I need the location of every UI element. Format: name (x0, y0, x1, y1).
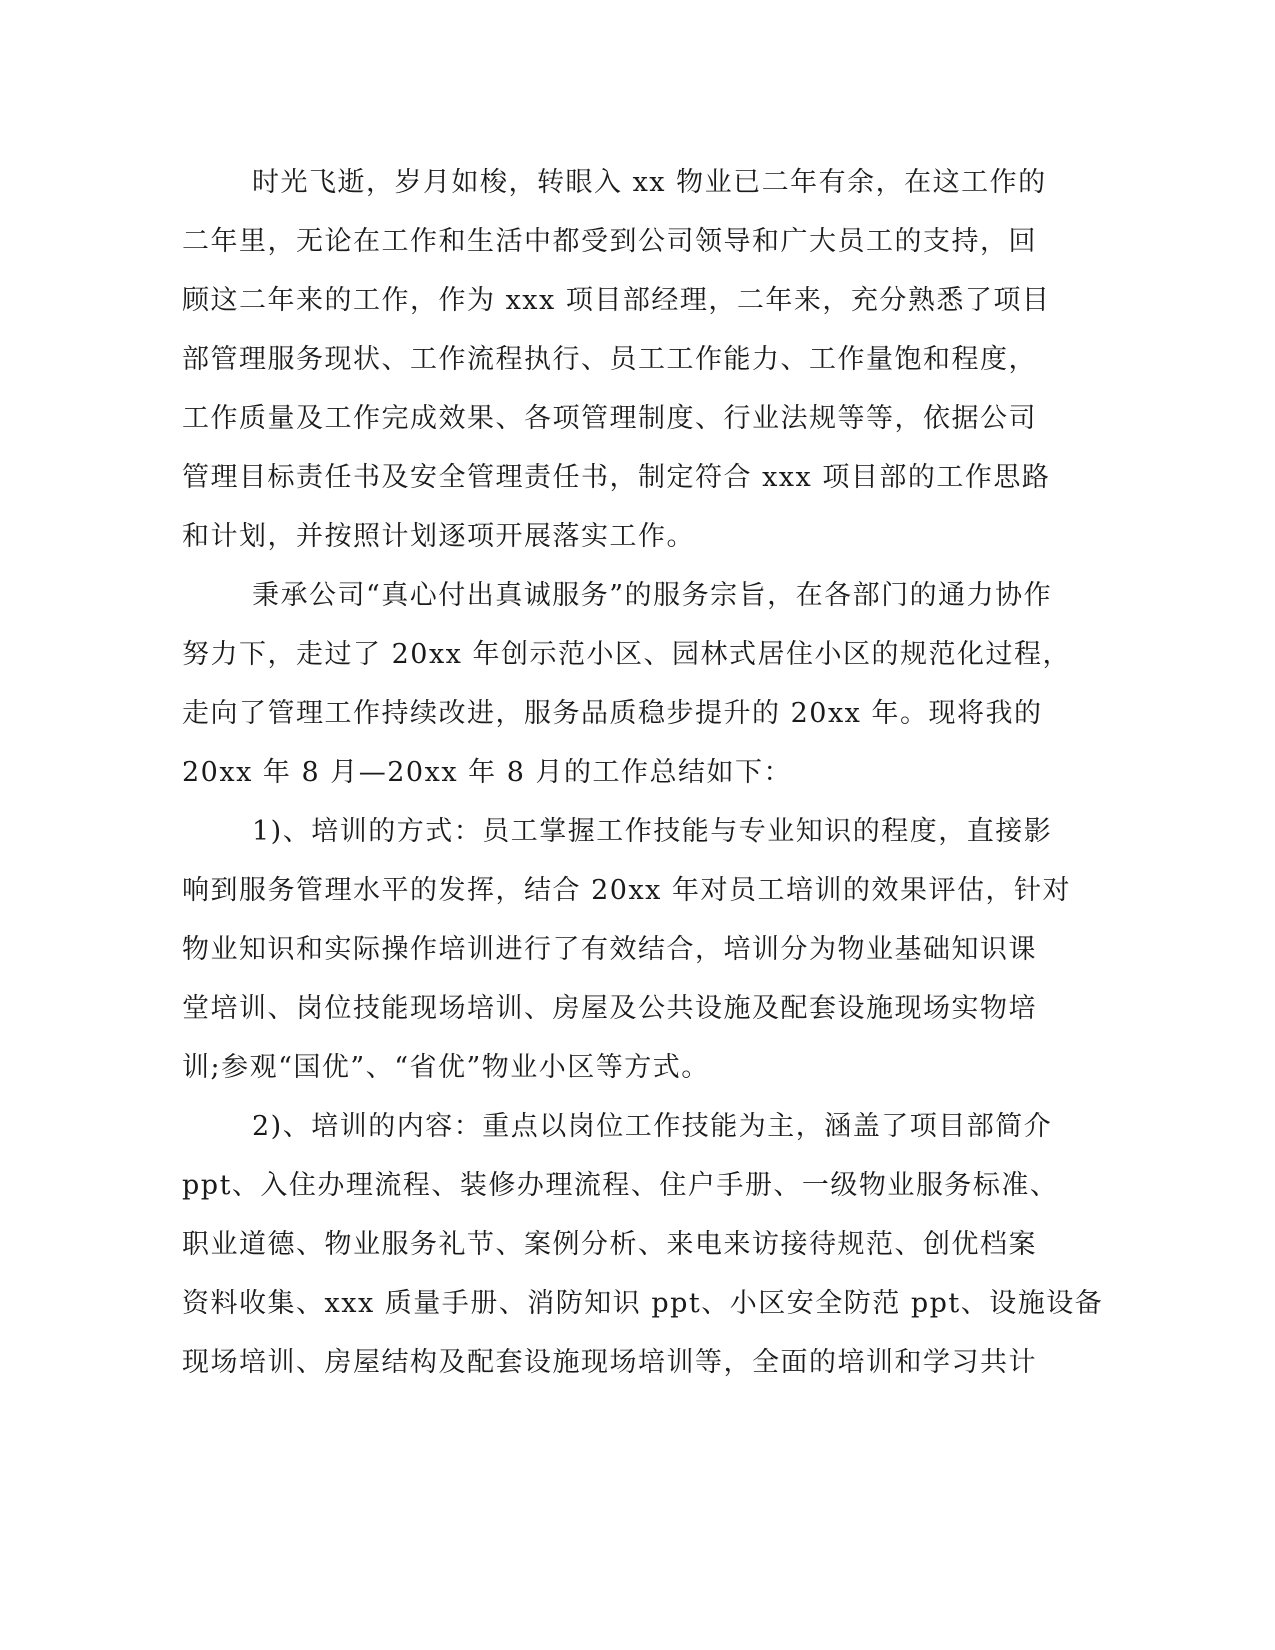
paragraph-intro (182, 158, 1062, 571)
text-line: 资料收集、xxx 质量手册、消防知识 ppt、小区安全防范 ppt、设施设备 (182, 1288, 1104, 1319)
text-line: 1)、培训的方式：员工掌握工作技能与专业知识的程度，直接影 (252, 816, 1053, 847)
text-line: 二年里，无论在工作和生活中都受到公司领导和广大员工的支持，回 (182, 226, 1037, 257)
text-line: 努力下，走过了 20xx 年创示范小区、园林式居住小区的规范化过程， (182, 639, 1071, 670)
text-line: 走向了管理工作持续改进，服务品质稳步提升的 20xx 年。现将我的 (182, 698, 1043, 729)
document-body (182, 158, 1104, 1397)
text-line: 响到服务管理水平的发挥，结合 20xx 年对员工培训的效果评估，针对 (182, 875, 1071, 906)
text-line: 部管理服务现状、工作流程执行、员工工作能力、工作量饱和程度， (182, 344, 1037, 375)
text-line: 堂培训、岗位技能现场培训、房屋及公共设施及配套设施现场实物培 (182, 993, 1037, 1024)
text-line: 物业知识和实际操作培训进行了有效结合，培训分为物业基础知识课 (182, 934, 1037, 965)
text-line: 秉承公司“真心付出真诚服务”的服务宗旨，在各部门的通力协作 (252, 580, 1053, 611)
paragraph-training-content (182, 1102, 1104, 1397)
paragraph-mission (182, 571, 1071, 807)
text-line: 和计划，并按照计划逐项开展落实工作。 (182, 521, 695, 552)
text-line: 工作质量及工作完成效果、各项管理制度、行业法规等等，依据公司 (182, 403, 1037, 434)
paragraph-training-method (182, 807, 1071, 1102)
text-line: 20xx 年 8 月—20xx 年 8 月的工作总结如下： (182, 757, 792, 788)
text-line: 时光飞逝，岁月如梭，转眼入 xx 物业已二年有余，在这工作的 (252, 167, 1047, 198)
text-line: 训;参观“国优”、“省优”物业小区等方式。 (182, 1052, 710, 1083)
text-line: 职业道德、物业服务礼节、案例分析、来电来访接待规范、创优档案 (182, 1229, 1037, 1260)
text-line: 2)、培训的内容：重点以岗位工作技能为主，涵盖了项目部简介 (252, 1111, 1053, 1142)
text-line: 顾这二年来的工作，作为 xxx 项目部经理，二年来，充分熟悉了项目 (182, 285, 1051, 316)
text-line: 现场培训、房屋结构及配套设施现场培训等，全面的培训和学习共计 (182, 1347, 1037, 1378)
text-line: 管理目标责任书及安全管理责任书，制定符合 xxx 项目部的工作思路 (182, 462, 1051, 493)
text-line: ppt、入住办理流程、装修办理流程、住户手册、一级物业服务标准、 (182, 1170, 1059, 1201)
